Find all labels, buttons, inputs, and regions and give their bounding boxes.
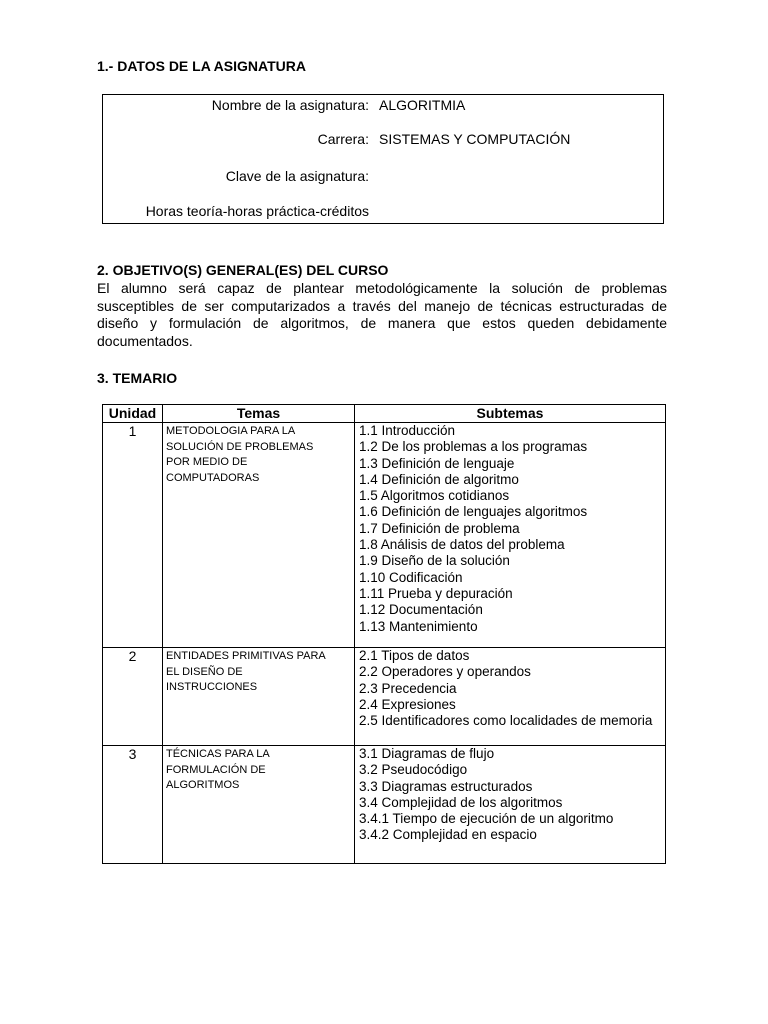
tema-line: EL DISEÑO DE [166,665,243,678]
tema-line: TÉCNICAS PARA LA [166,748,270,760]
subtema-item: 1.12 Documentación [359,602,483,618]
clave-label: Clave de la asignatura: [225,168,369,184]
subtema-item: 3.1 Diagramas de flujo [359,746,495,761]
subtemas-cell [355,746,666,864]
temario-table [102,404,666,864]
tema-line: ALGORITMOS [166,779,240,791]
header-subtemas: Subtemas [355,405,666,423]
subtema-item: 1.10 Codificación [359,569,463,585]
table-row [103,423,666,648]
tema-cell [163,423,355,648]
subtema-item: 2.4 Expresiones [359,696,456,712]
subtema-item: 1.6 Definición de lenguajes algoritmos [359,504,588,520]
subtema-item: 1.13 Mantenimiento [359,618,478,634]
subtema-item: 3.4.1 Tiempo de ejecución de un algoritmo [359,811,614,827]
subtema-item: 1.8 Análisis de datos del problema [359,537,565,553]
carrera-label: Carrera: [317,131,369,147]
subtema-item: 3.2 Pseudocódigo [359,762,468,778]
table-row [103,648,666,746]
tema-line: SOLUCIÓN DE PROBLEMAS [166,440,314,453]
unidad-cell: 2 [103,648,163,746]
subtema-item: 1.11 Prueba y depuración [359,585,513,601]
section-title-temario: 3. TEMARIO [97,370,178,386]
temario-header-row [103,405,666,423]
header-temas: Temas [163,405,355,423]
carrera-value: SISTEMAS Y COMPUTACIÓN [379,131,571,147]
subtema-item: 1.2 De los problemas a los programas [359,439,588,455]
datos-row-horas [103,202,663,220]
tema-line: FORMULACIÓN DE [166,763,266,776]
datos-row-clave [103,167,663,185]
datos-row-nombre [103,96,663,114]
subtema-item: 2.3 Precedencia [359,680,457,696]
subtema-item: 1.1 Introducción [359,423,456,438]
unidad-cell: 3 [103,746,163,864]
tema-line: ENTIDADES PRIMITIVAS PARA [166,650,326,662]
tema-line: COMPUTADORAS [166,471,260,484]
subtema-item: 3.4.2 Complejidad en espacio [359,827,537,843]
section-title-objetivo: 2. OBJETIVO(S) GENERAL(ES) DEL CURSO [97,262,389,278]
subtema-item: 1.7 Definición de problema [359,520,520,536]
tema-line: INSTRUCCIONES [166,681,258,693]
tema-cell [163,746,355,864]
header-unidad: Unidad [103,405,163,423]
subtema-item: 1.9 Diseño de la solución [359,553,510,569]
datos-asignatura-box [102,94,664,224]
objetivo-paragraph: El alumno será capaz de plantear metodológicamente la solución de problemas susceptibles de ser computarizados a través del manejo de técnicas estructuradas de diseño y formulación de algoritmos, de manera que estos queden debidamente documentados. [97,280,667,349]
subtema-item: 2.2 Operadores y operandos [359,664,531,680]
subtemas-cell [355,648,666,746]
subtema-item: 1.4 Definición de algoritmo [359,471,519,487]
subtema-item: 1.3 Definición de lenguaje [359,455,515,471]
tema-line: POR MEDIO DE [166,456,248,468]
table-row [103,746,666,864]
subtema-item: 1.5 Algoritmos cotidianos [359,488,510,504]
subtema-item: 3.4 Complejidad de los algoritmos [359,794,563,810]
subtema-item: 2.5 Identificadores como localidades de memoria [359,713,653,729]
nombre-value: ALGORITMIA [379,97,466,113]
subtema-item: 2.1 Tipos de datos [359,648,470,663]
tema-line: METODOLOGIA PARA LA [166,425,296,437]
subtema-item: 3.3 Diagramas estructurados [359,778,533,794]
section-title-datos: 1.- DATOS DE LA ASIGNATURA [97,58,306,74]
subtemas-cell [355,423,666,648]
datos-row-carrera [103,130,663,148]
horas-label: Horas teoría-horas práctica-créditos [145,203,369,219]
unidad-cell: 1 [103,423,163,648]
nombre-label: Nombre de la asignatura: [211,97,369,113]
tema-cell [163,648,355,746]
